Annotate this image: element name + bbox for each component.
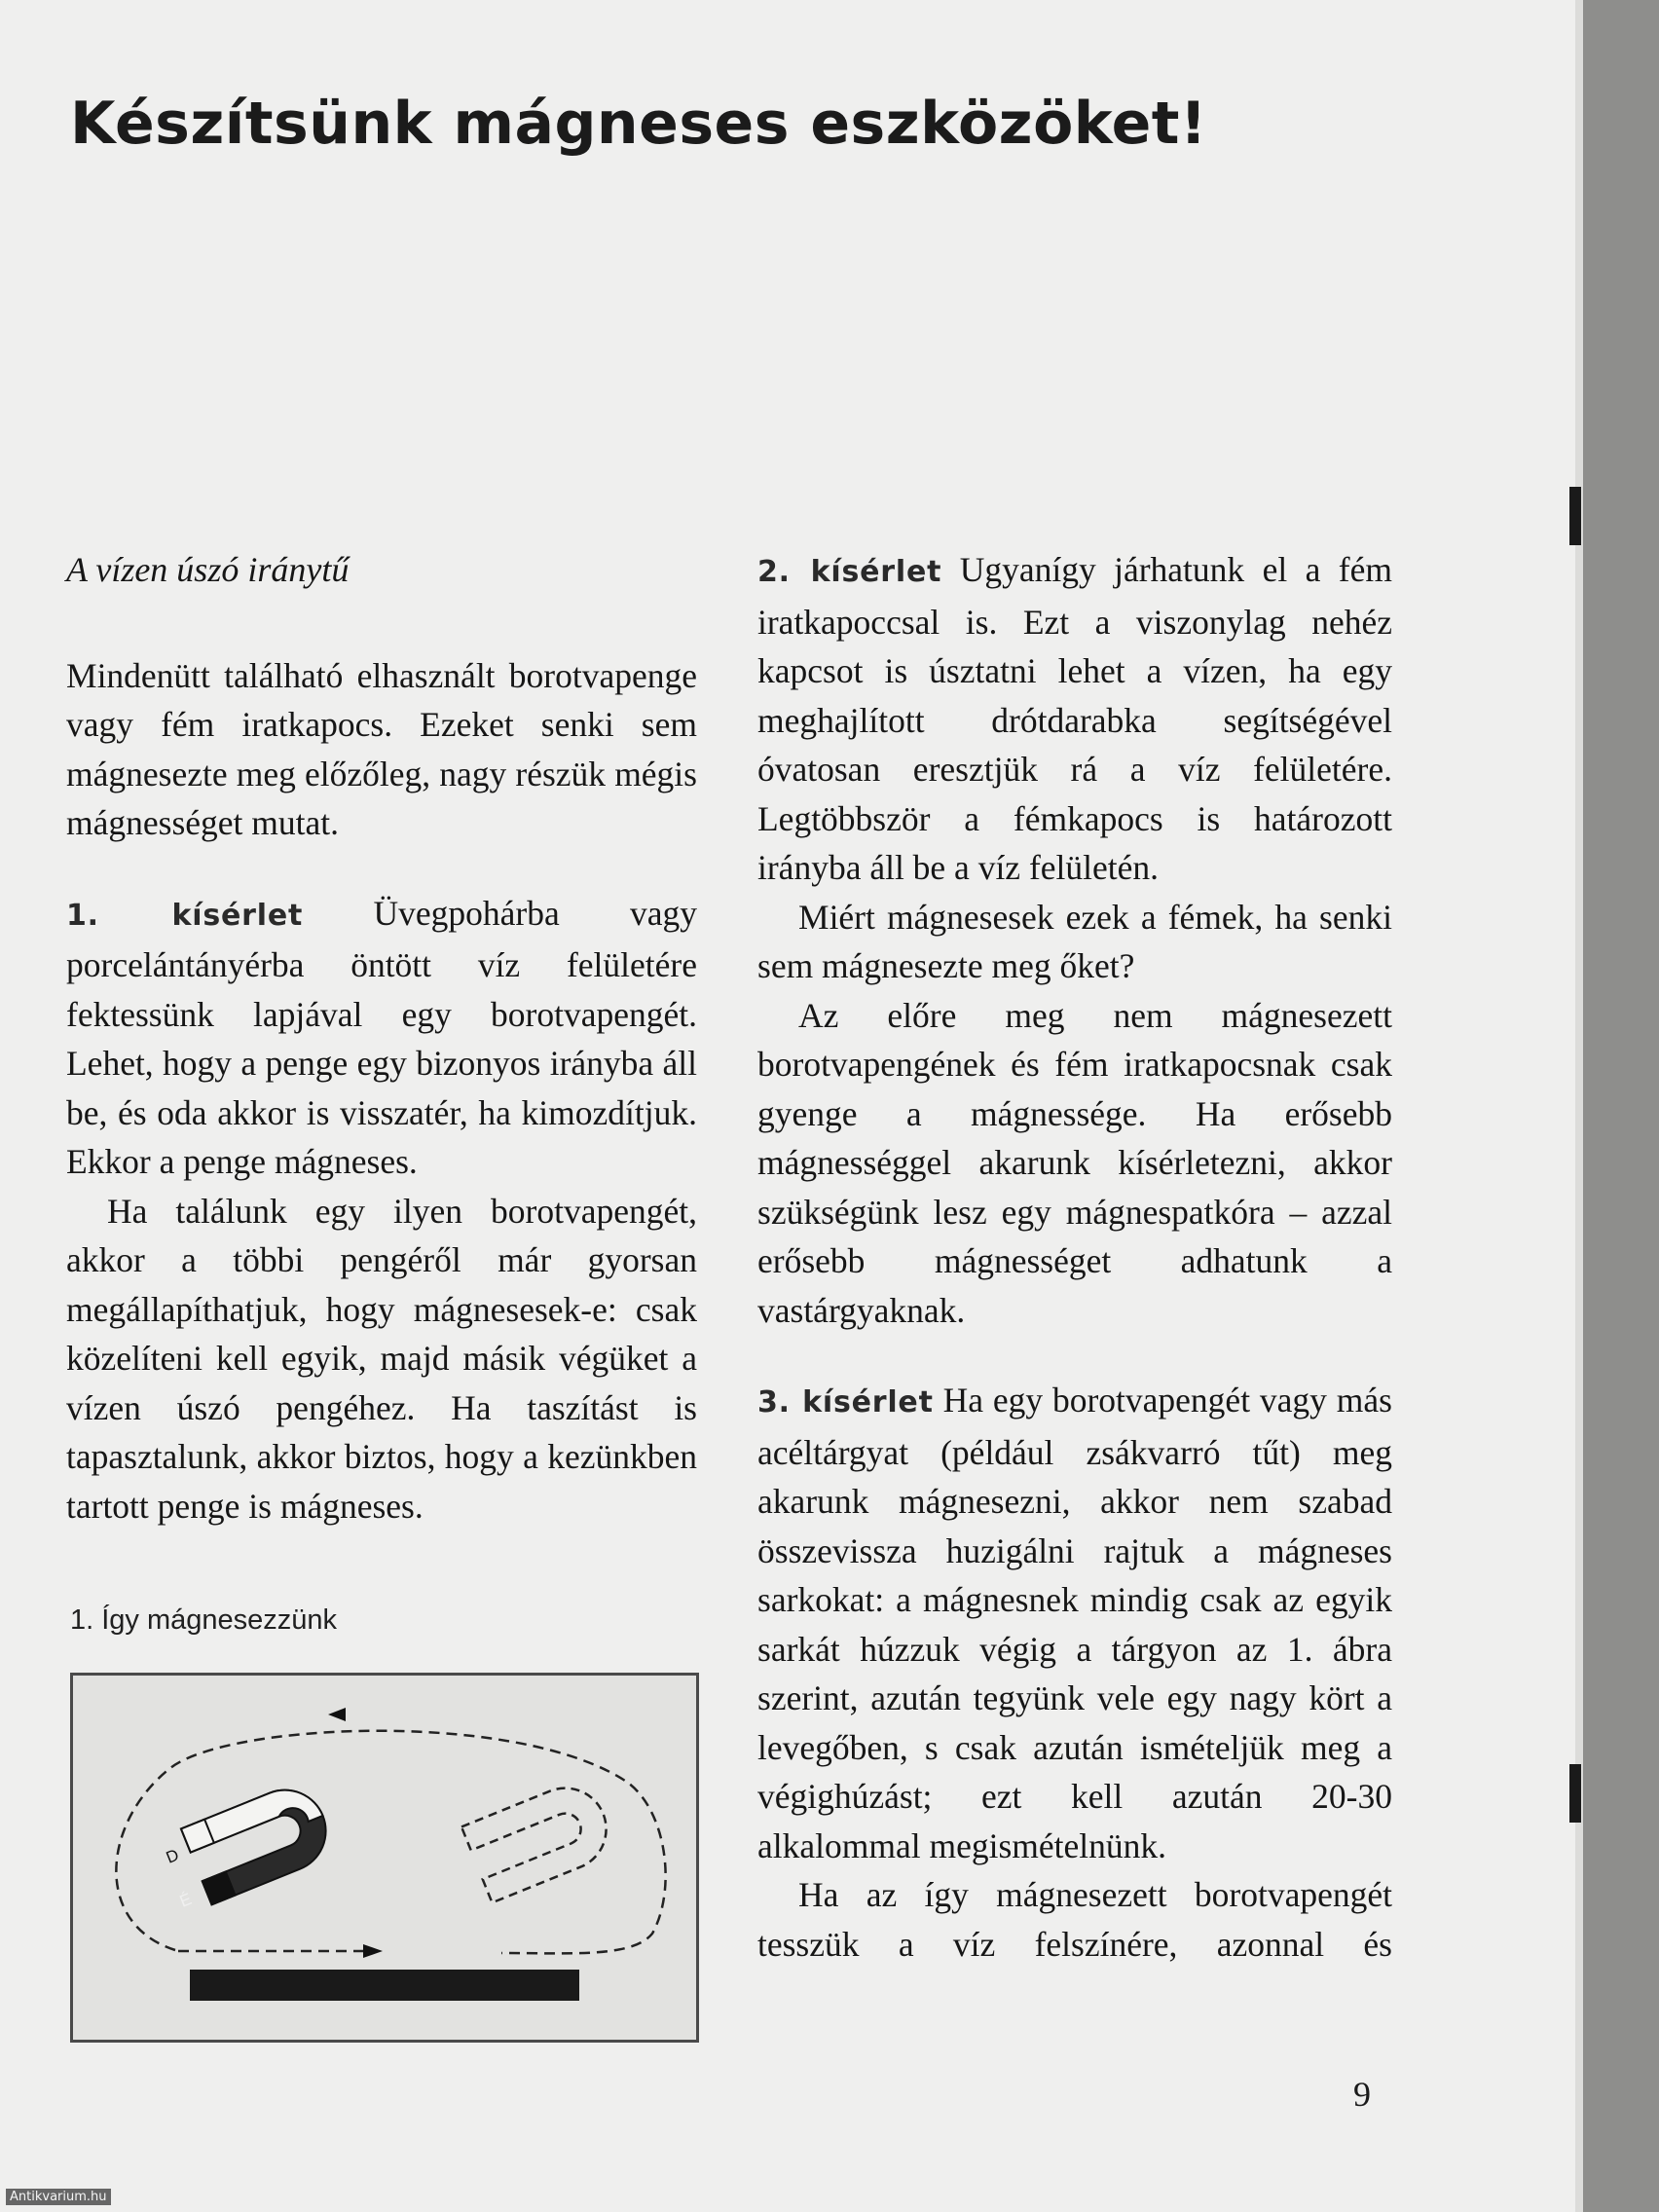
experiment-1-text: Üvegpohárba vagy porcelántányérba öntött víz felületére fektessünk lapjával egy borotvapengét. Lehet, hogy a penge egy bizonyos irányba áll be, és oda akkor is visszatér, ha kimozdítjuk. Ekkor a penge mágneses.: [66, 893, 698, 1181]
arrow-top-icon: [328, 1708, 346, 1721]
arrow-bottom-icon: [363, 1944, 383, 1958]
section-subheading: A vízen úszó iránytű: [66, 550, 350, 589]
page-edge: [1575, 0, 1583, 2212]
figure-caption: 1. Így mágnesezzünk: [70, 1604, 338, 1636]
watermark: Antikvarium.hu: [6, 2189, 111, 2205]
paragraph-razor-test: Ha találunk egy ilyen borotvapengét, akkor a többi pengéről már gyorsan megállapíthatjuk, hogy mágnesesek-e: csak közelíteni kell egyik, majd másik végüket a vízen úszó pengéhez. Ha taszítást is tapasztalunk, akkor biztos, hogy a kezünkben tartott penge is mágneses.: [66, 1191, 697, 1526]
background-surface: [1583, 0, 1659, 2212]
spacer: [757, 1335, 1392, 1376]
experiment-3-label: 3. kísérlet: [757, 1385, 934, 1419]
page-title: Készítsünk mágneses eszközöket!: [70, 90, 1207, 158]
page-tab-marker: [1569, 1764, 1581, 1823]
pole-label-e: É: [176, 1889, 195, 1911]
pole-label-d: D: [163, 1845, 182, 1867]
left-column: [66, 545, 697, 1530]
answer-paragraph: Az előre meg nem mágnesezett borotvapengének és fém iratkapocsnak csak gyenge a mágnessége. Ha erősebb mágnességgel akarunk kísérletezni, akkor szükségünk lesz egy mágnespatkóra – azzal erősebb mágnességet adhatunk a vastárgyaknak.: [757, 995, 1392, 1330]
spacer: [66, 848, 697, 889]
question-paragraph: Miért mágnesesek ezek a fémek, ha senki sem mágnesezte meg őket?: [757, 897, 1392, 985]
steel-bar: [190, 1970, 579, 2001]
experiment-2-text: Ugyanígy járhatunk el a fém iratkapoccsal is. Ezt a viszonylag nehéz kapcsot is úsztatni lehet a vízen, ha egy meghajlított drótdarabka segítségével óvatosan eresztjük rá a víz felületére. Legtöbbször a fémkapocs is határozott irányba áll be a víz felületén.: [757, 550, 1392, 887]
last-paragraph: Ha az így mágnesezett borotvapengét tesszük a víz felszínére, azonnal és: [757, 1875, 1392, 1964]
experiment-2-label: 2. kísérlet: [757, 555, 942, 589]
experiment-3-text: Ha egy borotvapengét vagy más acéltárgyat (például zsákvarró tűt) meg akarunk mágnesezni, akkor nem szabad összevissza huzigálni rajtuk a mágneses sarkokat: a mágnesnek mindig csak az egyik sarkát húzzuk végig a tárgyon az 1. ábra szerint, azután tegyünk vele egy nagy kört a levegőben, s csak azután ismételjük meg a végighúzást; ezt kell azután 20-30 alkalommal megismételnünk.: [757, 1381, 1392, 1865]
experiment-1-paragraph: [66, 889, 697, 1187]
page-number: 9: [1353, 2075, 1371, 2114]
experiment-2-paragraph: [757, 545, 1392, 893]
magnetizing-diagram: [73, 1676, 696, 2040]
horseshoe-magnet: [181, 1778, 338, 1904]
intro-paragraph: Mindenütt található elhasznált borotvapenge vagy fém iratkapocs. Ezeket senki sem mágnesezte meg előzőleg, nagy részük mégis mágnességet mutat.: [66, 655, 697, 842]
experiment-1-label: 1. kísérlet: [66, 898, 304, 933]
right-column: [757, 545, 1392, 1969]
experiment-3-paragraph: [757, 1376, 1392, 1870]
magnet-outline-second-position: [461, 1776, 618, 1902]
page-tab-marker: [1569, 487, 1581, 545]
magnetizing-figure: [70, 1673, 699, 2043]
